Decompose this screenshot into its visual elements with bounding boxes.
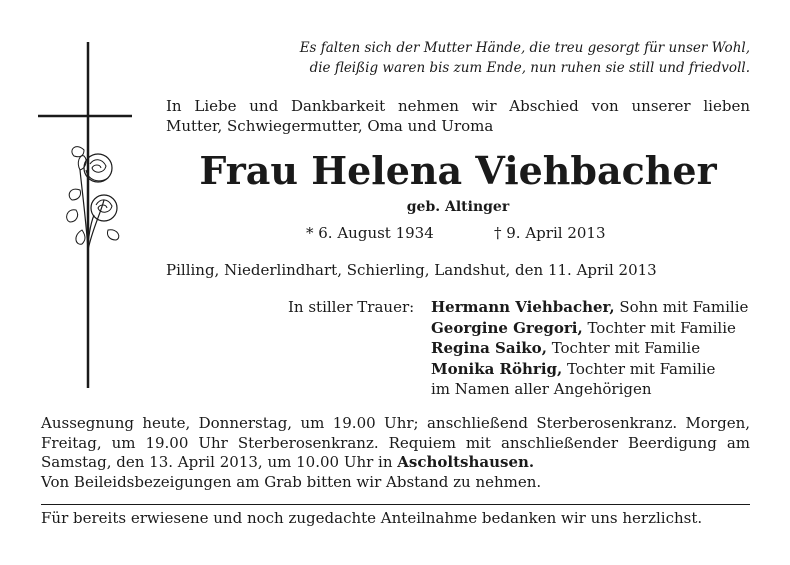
mourner-entry [431,338,748,359]
intro-text [166,96,750,136]
intro-line-1: In Liebe und Dankbarkeit nehmen wir Abschied von unserer lieben [166,97,750,115]
mourner-name: Monika Röhrig, [431,359,563,378]
deceased-name: Frau Helena Viehbacher [199,148,717,193]
notice-line-4: Von Beileidsbezeigungen am Grab bitten wir Abstand zu nehmen. [41,472,542,491]
divider [41,504,750,505]
birth-date: * 6. August 1934 [306,224,434,242]
mourner-relation: Sohn mit Familie [614,298,749,316]
thanks-text: Für bereits erwiesene und noch zugedachte Anteilnahme bedanken wir uns herzlichst. [41,509,703,527]
poem [180,38,750,78]
mourners-label: In stiller Trauer: [288,298,415,316]
place-and-date: Pilling, Niederlindhart, Schierling, Landshut, den 11. April 2013 [166,261,657,279]
notice-line-3-text: Samstag, den 13. April 2013, um 10.00 Uhr in [41,453,398,471]
intro-line-2: Mutter, Schwiegermutter, Oma und Uroma [166,117,494,135]
funeral-notice [41,414,750,492]
notice-line-3 [41,453,750,473]
cross-with-roses-icon [36,40,136,390]
death-date: † 9. April 2013 [494,224,606,242]
mourner-name: Georgine Gregori, [431,318,583,337]
mourner-entry [431,318,748,339]
mourner-name: Regina Saiko, [431,339,547,357]
maiden-name: geb. Altinger [406,199,510,215]
mourner-relation: Tochter mit Familie [562,359,716,378]
notice-line-1: Aussegnung heute, Donnerstag, um 19.00 Uhr; anschließend Sterberosenkranz. Morgen, [41,414,750,432]
poem-line-1: Es falten sich der Mutter Hände, die treu gesorgt für unser Wohl, [299,40,750,56]
mourner-name: Hermann Viehbacher, [431,298,615,316]
poem-line-2: die fleißig waren bis zum Ende, nun ruhen sie still und friedvoll. [309,60,750,76]
notice-line-2: Freitag, um 19.00 Uhr Sterberosenkranz. Requiem mit anschließender Beerdigung am [41,433,750,452]
mourners-list [431,297,748,400]
mourners-closing: im Namen aller Angehörigen [431,380,652,398]
mourner-relation: Tochter mit Familie [546,339,701,357]
notice-place: Ascholtshausen. [397,453,535,471]
mourner-entry [431,297,748,318]
mourner-entry [431,359,748,380]
mourner-relation: Tochter mit Familie [582,318,736,337]
